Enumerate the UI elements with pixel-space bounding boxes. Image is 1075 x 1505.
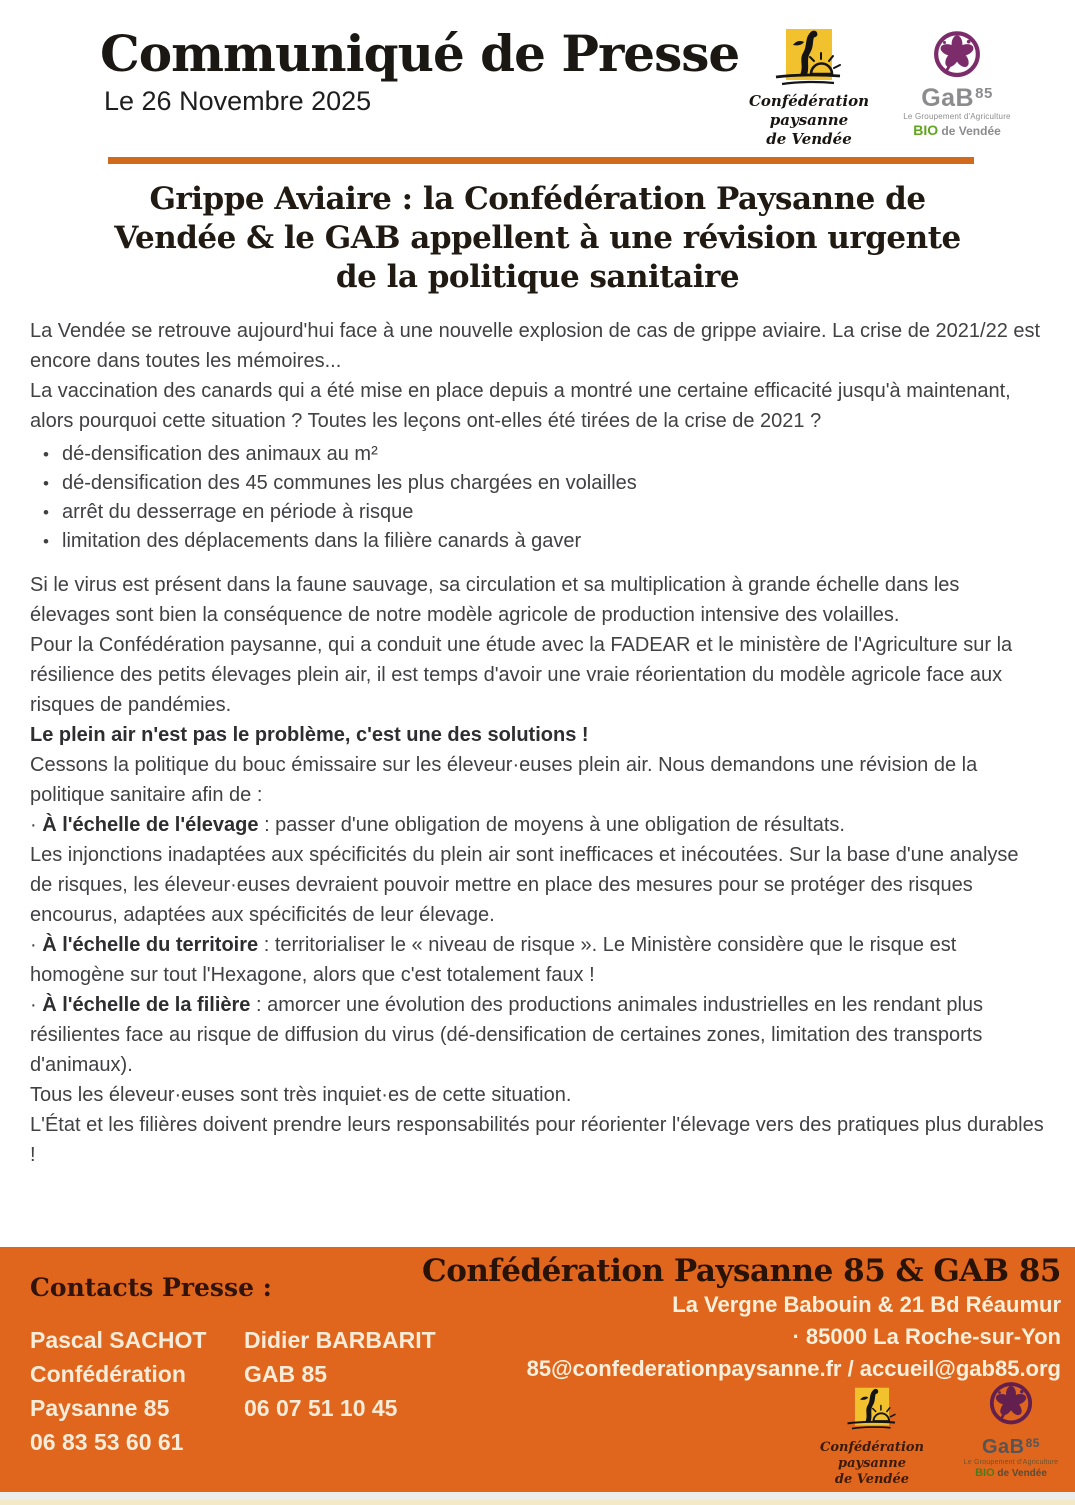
- gab-bio-line: [901, 122, 1013, 138]
- logo-text-line1: Confédération paysanne: [819, 1440, 925, 1471]
- confederation-paysanne-logo: [718, 28, 900, 149]
- scale-lead: À l'échelle du territoire: [42, 934, 259, 956]
- date: Le 26 Novembre 2025: [104, 86, 372, 116]
- paragraph-scale-elevage: [30, 810, 1045, 840]
- paragraph-scale-filiere: [30, 990, 1045, 1080]
- divider-line: [108, 157, 974, 164]
- logo-text-line2: de Vendée: [766, 130, 852, 148]
- headline-line1: Grippe Aviaire : la Confédération Paysanne de: [149, 181, 926, 217]
- bio-rest: de Vendée: [994, 1468, 1047, 1479]
- organisation-address-line2: · 85000 La Roche-sur-Yon: [792, 1324, 1061, 1349]
- paragraph-scale-territoire: [30, 930, 1045, 990]
- contact-phone: 06 07 51 10 45: [244, 1395, 398, 1421]
- flower-icon: [988, 1381, 1034, 1427]
- scale-prefix: ·: [30, 994, 43, 1016]
- organisation-address-line1: La Vergne Babouin & 21 Bd Réaumur: [672, 1292, 1061, 1317]
- gab-bio-line: [958, 1467, 1064, 1479]
- gab85-logo-wordmark: [958, 1434, 1064, 1457]
- contact-org: GAB 85: [244, 1361, 328, 1387]
- gab-number: 85: [1025, 1436, 1040, 1450]
- body-text: [30, 316, 1045, 1170]
- paragraph-fadear: Pour la Confédération paysanne, qui a conduit une étude avec la FADEAR et le ministère de l'Agriculture sur la résilience des petits élevages plein air, il est temps d'avoir une vraie réorientation du modèle agricole face aux risques de pandémies.: [30, 634, 1013, 716]
- farmer-sun-icon: [774, 28, 844, 90]
- gab-subtitle: Le Groupement d'Agriculture: [963, 1459, 1059, 1466]
- paragraph-virus: Si le virus est présent dans la faune sauvage, sa circulation et sa multiplication à grande échelle dans les élevages sont bien la conséquence de notre modèle agricole de production intensive des volailles.: [30, 574, 960, 626]
- confederation-paysanne-logo-text: [788, 1440, 956, 1488]
- headline-line3: de la politique sanitaire: [335, 259, 740, 295]
- gab85-logo-footer: [958, 1381, 1064, 1479]
- scale-rest: : passer d'une obligation de moyens à une obligation de résultats.: [258, 814, 845, 836]
- gab-brand: GaB: [982, 1436, 1025, 1458]
- paragraph-inquiets: Tous les éleveur·euses sont très inquiet·es de cette situation.: [30, 1084, 572, 1106]
- gab85-logo-wordmark: [901, 82, 1013, 110]
- contact-pascal-sachot: [30, 1323, 206, 1459]
- scale-lead: À l'échelle de l'élevage: [42, 814, 259, 836]
- scale-rest: : territorialiser le « niveau de risque ». Le Ministère considère que le risque est homogène sur tout l'Hexagone, alors que c'est totalement faux !: [30, 934, 957, 986]
- contact-phone: 06 83 53 60 61: [30, 1429, 184, 1455]
- cream-line: [0, 1500, 1075, 1505]
- contact-name: Didier BARBARIT: [244, 1327, 436, 1353]
- bio-label: BIO: [975, 1467, 995, 1479]
- paragraph-vaccination: La vaccination des canards qui a été mise en place depuis a montré une certaine efficacité jusqu'à maintenant, alors pourquoi cette situation ? Toutes les leçons ont-elles été tirées de la crise de 2021 ?: [30, 380, 1011, 432]
- paragraph-etat: L'État et les filières doivent prendre leurs responsabilités pour réorienter l'élevage vers des pratiques plus durables !: [30, 1114, 1044, 1166]
- gab-subtitle: Le Groupement d'Agriculture: [903, 112, 1011, 121]
- organisation-title: Confédération Paysanne 85 & GAB 85: [422, 1253, 1061, 1289]
- headline: [30, 180, 1045, 297]
- footer: [0, 1247, 1075, 1492]
- bullet-item: • dé-densification des 45 communes les plus chargées en volailles: [30, 469, 1045, 498]
- farmer-sun-icon: [846, 1387, 898, 1433]
- bullet-item: • dé-densification des animaux au m²: [30, 440, 1045, 469]
- confederation-paysanne-logo-text: [718, 92, 900, 149]
- gab-number: 85: [975, 85, 993, 102]
- bullet-item: • limitation des déplacements dans la filière canards à gaver: [30, 527, 1045, 556]
- scale-rest: : amorcer une évolution des productions animales industrielles en les rendant plus résilientes face au risque de diffusion du virus (dé-densification de certaines zones, limitation des transports d'animaux).: [30, 994, 984, 1076]
- paragraph-injonctions: Les injonctions inadaptées aux spécificités du plein air sont inefficaces et inécoutées. Sur la base d'une analyse de risques, les éleveur·euses devraient pouvoir mettre en place des mesures pour se protéger des risques encourus, adaptées aux spécificités de leur élevage.: [30, 844, 1019, 926]
- gab85-logo: [901, 30, 1013, 138]
- bullet-item: • arrêt du desserrage en période à risque: [30, 498, 1045, 527]
- paragraph-plein-air-bold: Le plein air n'est pas le problème, c'est une des solutions !: [30, 724, 589, 746]
- contact-name: Pascal SACHOT: [30, 1327, 207, 1353]
- lessons-bullet-list: [30, 440, 1045, 556]
- scale-prefix: ·: [30, 814, 43, 836]
- logo-text-line2: de Vendée: [834, 1472, 910, 1487]
- bottom-strip: [0, 1492, 1075, 1505]
- headline-line2: Vendée & le GAB appellent à une révision urgente: [114, 220, 961, 256]
- organisation-emails: 85@confederationpaysanne.fr / accueil@gab85.org: [526, 1356, 1061, 1381]
- organisation-block: [422, 1253, 1061, 1385]
- scale-prefix: ·: [30, 934, 43, 956]
- gab-brand: GaB: [921, 84, 975, 112]
- page-title: Communiqué de Presse: [100, 24, 740, 83]
- bio-rest: de Vendée: [938, 124, 1001, 138]
- contact-org-line2: Paysanne 85: [30, 1395, 170, 1421]
- flower-icon: [932, 30, 982, 80]
- contact-didier-barbarit: [244, 1323, 436, 1425]
- confederation-paysanne-logo-footer: [788, 1387, 956, 1488]
- contacts-presse-label: Contacts Presse :: [30, 1273, 272, 1302]
- scale-lead: À l'échelle de la filière: [42, 994, 251, 1016]
- logo-text-line1: Confédération paysanne: [748, 92, 870, 129]
- paragraph-revision: Cessons la politique du bouc émissaire sur les éleveur·euses plein air. Nous demandons une révision de la politique sanitaire afin de :: [30, 754, 978, 806]
- paragraph-intro: La Vendée se retrouve aujourd'hui face à une nouvelle explosion de cas de grippe aviaire. La crise de 2021/22 est encore dans toutes les mémoires...: [30, 320, 1041, 372]
- bio-label: BIO: [913, 122, 939, 138]
- contact-org-line1: Confédération: [30, 1361, 186, 1387]
